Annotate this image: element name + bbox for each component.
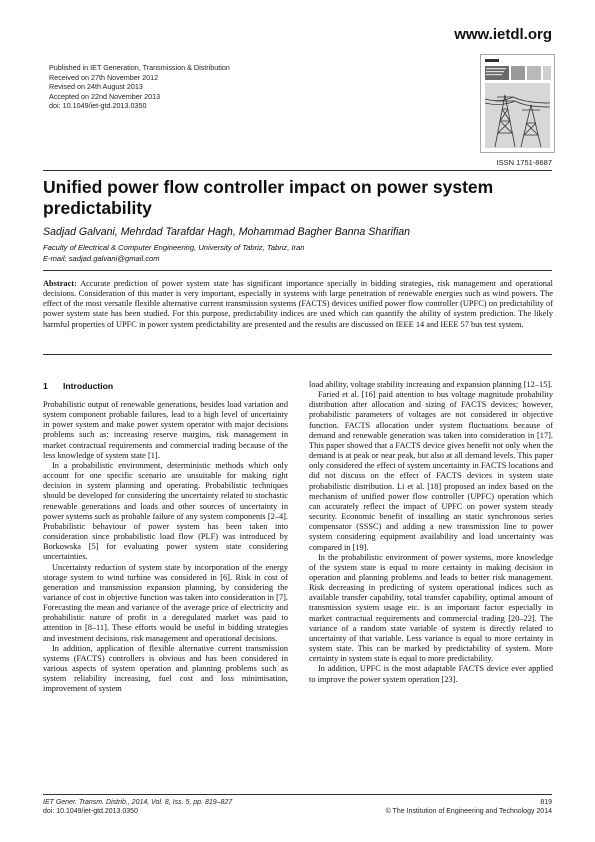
email: E-mail: sadjad.galvani@gmail.com — [43, 253, 160, 263]
abstract-label: Abstract: — [43, 279, 77, 288]
copyright: © The Institution of Engineering and Technology 2014 — [385, 808, 552, 815]
issn: ISSN 1751-8687 — [496, 158, 552, 167]
footer-citation — [43, 798, 232, 816]
journal-citation: IET Gener. Transm. Distrib., 2014, Vol. 8, Iss. 5, pp. 819–827 — [43, 799, 233, 806]
pub-line: Accepted on 22nd November 2013 — [49, 91, 161, 101]
paragraph: In addition, application of flexible alternative current transmission systems (FACTS) controllers is obvious and has been considered in various aspects of system operation and planning problems such as system reliability increasing, fuel cost and loss minimisation, improvement of system — [43, 643, 288, 694]
section-heading — [43, 381, 113, 391]
paper-title: Unified power flow controller impact on power system predictability — [43, 177, 494, 218]
affiliation-block — [43, 243, 305, 264]
paragraph: In a probabilistic environment, deterministic methods which only account for one specific scenario are unsuitable for making right decision in system planning and operating. Probabilistic techniques should be developed for considering the uncertainty related to stochastic renewable generations and loads and other sources of uncertainty in power systems such as probable failure of any system components [2–4]. Probabilistic behaviour of power system has been taken into consideration since probabilistic load flow (PLF) was introduced by Borkowska [5] for evaluating power system state considering uncertainties. — [43, 460, 288, 562]
pub-line: Published in IET Generation, Transmission & Distribution — [49, 63, 230, 72]
section-title: Introduction — [63, 381, 114, 391]
paragraph: load ability, voltage stability increasing and expansion planning [12–15]. — [309, 380, 553, 389]
right-column — [309, 380, 553, 685]
journal-cover-image — [480, 54, 555, 153]
section-number: 1 — [43, 381, 48, 391]
abstract-bottom-divider — [43, 354, 552, 355]
paragraph: Probabilistic output of renewable generations, besides load variation and system component probable failures, lead to a high level of uncertainty in power system and make power system operator with major decisions problems such as: increasing reserve margins, risk management in market contractual requirements and commercial trading because of the less knowledge of system state [1]. — [43, 400, 288, 460]
affiliation: Faculty of Electrical & Computer Engineering, University of Tabriz, Tabriz, Iran — [43, 243, 305, 252]
paragraph: Faried et al. [16] paid attention to bus voltage magnitude probability distribution after allocation and sizing of FACTS devices; however, probabilistic parameters of voltages are not considered in objective function. FACTS allocation under system fluctuations because of demand and renewable generation was taken into consideration in [17]. This paper showed that a FACTS device gives benefit not only when the demand is at peak or near peak, but also at all demand levels. This paper only considered the effect of system uncertainty in FACTS locations and did not discuss on the effect of FACTS devices in system state probabilistic distribution. Li et al. [18] proposed an index based on the mechanism of unified power flow controller (UPFC) operation which can accurately reflect the impact of UPFC on power system steady security. Economic benefit of installing an static synchronous series compensator (SSSC) and adding a new transmission line to power system considering equipment availability and load uncertainty was compared in [19]. — [309, 390, 553, 552]
paragraph: In addition, UPFC is the most adaptable FACTS device ever applied to improve the power system operation [23]. — [309, 664, 553, 684]
abstract-text: Accurate prediction of power system state has significant importance specially in bidding strategies, risk management and operational decisions. Consideration of this matter is very important, especially in systems with large penetration of renewable energies such as wind powers. The effect of the most versatile flexible alternative current transmission systems (FACTS) devices unified power flow controller (UPFC) on predictability of power system state has been studied. For this purpose, predictability indices are used which can quantify the ability of system prediction. The likely harmful properties of UPFC in power system predictability are presented and the results are discussed on IEEE 14 and IEEE 57 bus test system. — [43, 279, 553, 329]
left-column — [43, 400, 288, 695]
footer-doi: doi: 10.1049/iet-gtd.2013.0350 — [43, 808, 138, 815]
page-number: 819 — [540, 799, 552, 806]
pub-line: Revised on 24th August 2013 — [49, 82, 143, 92]
paragraph: In the probabilistic environment of power systems, more knowledge of the system state is equal to more certainty in making decision in operation and planning problems and leads to better risk management. Risk decreasing in predicting of system operational indices such as available transfer capability, total transfer capability, optimal amount of transmission system usage etc. is an important factor especially in market contractual requirements and commercial trading [20–22]. The variance of a random state variable of system is directly related to uncertainty of that variable. Less variance is equal to more certainty in system state. This can be marked by predictability of system. More certainty in system state is equal to more predictability. — [309, 552, 553, 664]
site-url[interactable]: www.ietdl.org — [454, 26, 552, 43]
paper-authors: Sadjad Galvani, Mehrdad Tarafdar Hagh, Mohammad Bagher Banna Sharifian — [43, 226, 411, 238]
publication-info — [49, 63, 230, 111]
header-divider — [43, 170, 552, 171]
paragraph: Uncertainty reduction of system state by incorporation of the energy storage system to wind turbine was considered in [6]. Risk in cost of generation and transmission expansion planning, by considering the variance of cost in objective function was taken into consideration in [7]. Forecasting the mean and variance of the average price of electricity and probabilistic nature of profit in a deregulated market was paid to attention in [8–11]. These efforts would be useful in bidding strategies and investment decisions, risk management and operational decisions. — [43, 562, 288, 643]
abstract — [43, 279, 553, 330]
footer-right — [386, 798, 552, 816]
pub-line: doi: 10.1049/iet-gtd.2013.0350 — [49, 101, 147, 111]
footer-divider — [43, 794, 552, 795]
cover-illustration — [481, 55, 554, 152]
pub-line: Received on 27th November 2012 — [49, 72, 159, 82]
abstract-top-divider — [43, 270, 552, 271]
